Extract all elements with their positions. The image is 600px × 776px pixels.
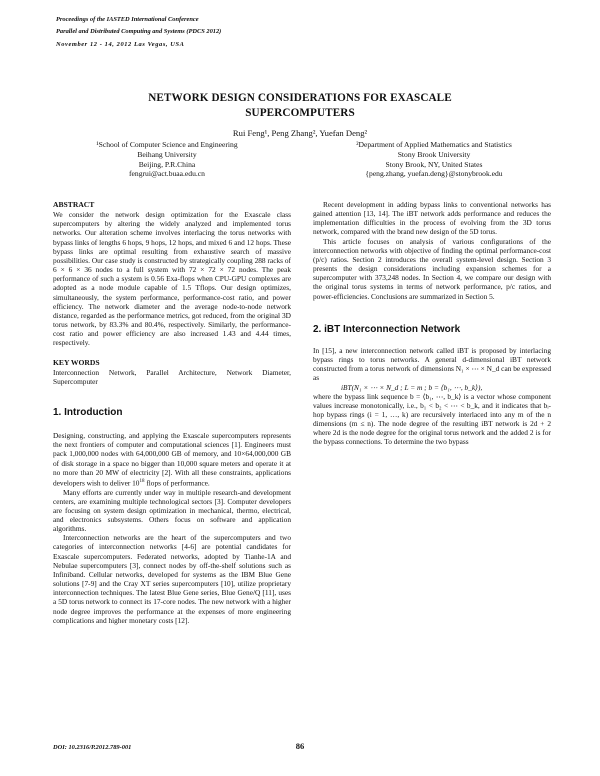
intro-paragraph-5: This article focuses on analysis of various configurations of the interconnection networks with objective of finding the optimal performance-cost (p/c) ratios. Section 2 introduces the overall system-level design. Section 3 presents the design considerations including expansion schemes for a supercomputer with 373,248 nodes. In Section 4, we compare our design with the original torus systems in terms of network performance, p/c ratios, and power-efficiencies. Conclusions are summarized in Section 5. bbox=[313, 236, 551, 301]
title-line-1: NETWORK DESIGN CONSIDERATIONS FOR EXASCALE bbox=[148, 92, 452, 104]
keywords-heading: KEY WORDS bbox=[53, 357, 100, 367]
intro-paragraph-3: Interconnection networks are the heart of the supercomputers and two categories of interconnection networks [4-6] are potential candidates for Exascale supercomputers. Federated networks, adopted by Tianhe-1A and Nebulae supercomputers [3], connect nodes by off-the-shelf solutions such as Infiniband. Cellular networks, developed for systems as the IBM Blue Gene solutions [7-9] and the Cray XT series supercomputers [10], utilize proprietary interconnection techniques. The latest Blue Gene series, Blue Gene/Q [11], uses a 5D torus network to connect its 17-core nodes. The new network with a higher node degree improves the performance at the expenses of more engineering complications and higher monetary costs [12]. bbox=[53, 533, 291, 625]
affiliation-2-email: {peng.zhang, yuefan.deng}@stonybrook.edu bbox=[365, 169, 503, 179]
author-list: Rui Feng¹, Peng Zhang², Yuefan Deng² bbox=[232, 128, 368, 138]
affiliation-2-dept: ²Department of Applied Mathematics and Statistics bbox=[356, 140, 512, 149]
intro-paragraph-1 bbox=[53, 431, 291, 487]
conference-name: Parallel and Distributed Computing and Systems (PDCS 2012) bbox=[56, 28, 222, 35]
page-number: 86 bbox=[295, 741, 305, 751]
affiliation-2-city: Stony Brook, NY, United States bbox=[385, 159, 483, 169]
intro-p1-tail: flops of performance. bbox=[144, 478, 210, 488]
right-column bbox=[313, 200, 551, 447]
sec2-paragraph-2: where the bypass link sequence b = ⟨b₁, ⋯, b_k⟩ is a vector whose component values increase monotonically, i.e., b₁ < b₂ < ⋯ < b_k, and it indicates that bᵢ-hop bypass rings (i = 1, …, k) are recursively interlaced into any m of the n dimensions (m ≤ n). The node degree of the resulting iBT network is 2d + 2 where 2d is the node degree for the original torus network and the added 2 is for the bypass connections. To determine the two bypass bbox=[313, 391, 551, 447]
intro-paragraph-4: Recent development in adding bypass links to conventional networks has gained attention [13, 14]. The iBT network adds performance and reduces the implementation difficulties in the process of evolving from the 3D torus network, compared with the brand new design of the 5D torus. bbox=[313, 200, 551, 237]
title-line-2: SUPERCOMPUTERS bbox=[245, 107, 355, 119]
affiliation-2-univ: Stony Brook University bbox=[397, 149, 471, 159]
left-column bbox=[53, 200, 291, 625]
paper-title bbox=[70, 91, 530, 121]
intro-paragraph-2: Many efforts are currently under way in multiple research-and development centers, are examining multiple technological sectors [3]. Computer developers are focusing on system design optimization in mechanical, thermo, electrical, and electronics subsystems. Others focus on software and application algorithms. bbox=[53, 487, 291, 534]
affiliation-1 bbox=[62, 140, 272, 179]
abstract-text: We consider the network design optimization for the Exascale class supercomputers by altering the widely analyzed and implemented torus networks. Our alteration scheme involves interlacing the torus networks with bypass links of lengths 6 hops, 9 hops, 12 hops, and mixed 6 and 12 hops. These bypass links are optimal resulting from exhaustive search of massive possibilities. Our case study is constructed by strategically coupling 288 racks of 6 × 6 × 36 nodes to a full system with 72 × 72 × 72 nodes. The peak performance of such a system is 0.56 Exa-flops when CPU-GPU complexes are adopted as a node module capable of 1.5 Tflops. Our design optimizes, simultaneously, the system performance, performance-cost ratio, and power efficiency. The network diameter and the average node-to-node network distance, regarded as the performance metrics, got reduced, from the original 3D torus network, by 83.3% and 80.4%, respectively. Similarly, the performance-cost ratio and power efficiency are also increased 1.43 and 4.44 times, respectively. bbox=[53, 210, 291, 348]
keywords-text: Interconnection Network, Parallel Architecture, Network Diameter, Supercomputer bbox=[53, 367, 291, 386]
intro-p1-text: Designing, constructing, and applying the Exascale supercomputers represents the next frontiers of computer and computational sciences [1]. Engineers must pack 1,000,000 nodes with 64,000,000 GB of memory, and 10×64,000,000 GB of disk storage in a space no bigger than 10,000 square meters and operate it at no more than 20 MW of electricity [2]. With all these constraints, applications developers wish to deliver 10 bbox=[53, 431, 291, 488]
conference-date: November 12 - 14, 2012 Las Vegas, USA bbox=[56, 41, 185, 48]
intro-p1-exponent: 18 bbox=[139, 478, 145, 484]
proceedings-title: Proceedings of the IASTED International Conference bbox=[56, 16, 199, 23]
doi-footer: DOI: 10.2316/P.2012.789-001 bbox=[53, 744, 132, 751]
ibt-equation: iBT(N₁ × ⋯ × N_d ; L = m ; b = ⟨b₁, ⋯, b_k⟩), bbox=[341, 382, 483, 392]
section-1-heading: 1. Introduction bbox=[53, 406, 123, 418]
abstract-heading: ABSTRACT bbox=[53, 200, 95, 209]
affiliation-1-city: Beijing, P.R.China bbox=[138, 159, 196, 169]
affiliation-1-univ: Beihang University bbox=[137, 149, 197, 159]
affiliation-2 bbox=[314, 140, 554, 179]
affiliation-1-dept: ¹School of Computer Science and Engineering bbox=[96, 140, 238, 149]
affiliation-1-email: fengrui@act.buaa.edu.cn bbox=[129, 169, 205, 179]
sec2-paragraph-1: In [15], a new interconnection network called iBT is proposed by interlacing bypass rings to torus networks. A general d-dimensional iBT network constructed from a torus network of dimensions N₁ × ⋯ × N_d can be expressed as bbox=[313, 345, 551, 383]
section-2-heading: 2. iBT Interconnection Network bbox=[313, 323, 461, 335]
